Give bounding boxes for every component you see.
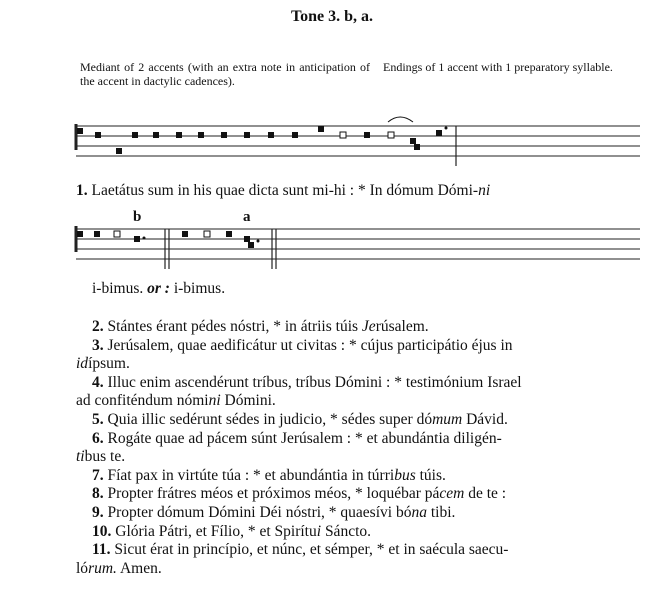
verse-text-part: de te : [464,485,507,503]
verse-text-part: Illuc enim ascendérunt tríbus, tríbus Dómini : * testimónium Israel [107,373,522,391]
ending-alternatives [92,280,225,298]
verse-6-continued [76,448,125,466]
verse-number: 5. [92,411,108,428]
chant-staff-1 [76,124,640,166]
verse-text-part: Fíat pax in virtúte túa : * et abundántia in túrri [107,466,395,484]
verse-italic-part: cem [439,485,465,503]
ending-label-b: b [133,209,142,225]
verse-text-part: Propter frátres méos et próximos méos, * loquébar pá [107,485,440,503]
verse-text-part: tibi. [426,504,456,521]
verse-text-part: Amen. [116,559,162,577]
verse-3-continued [76,355,130,373]
ending-a-text: i-bimus. [173,280,226,297]
verse-text: Laetátus sum in his quae dicta sunt mi-hi : * In dómum Dómi- [91,182,479,199]
verse-text-part: Stántes érant pédes nóstri, * in átriis túis [107,318,362,335]
verse-text-part: Rogáte quae ad pácem súnt Jerúsalem : * et abundántia diligén- [107,429,502,447]
verse-italic-part: ni [208,392,221,410]
verse-10 [92,523,371,541]
verse-5 [92,411,508,429]
verse-italic-part: id [76,355,89,373]
verse-italic-part: Je [361,318,376,335]
verse-text-part: rúsalem. [375,318,429,335]
verse-number: 10. [92,522,116,540]
verse-6 [92,430,502,448]
verse-text-part: Glória Pátri, et Fílio, * et Spirítu [115,522,317,540]
verse-11 [92,541,508,559]
verse-italic-part: na [411,504,427,521]
verse-9 [92,504,455,522]
verse-text-part: ad confiténdum nómi [76,392,209,410]
verse-7 [92,467,446,485]
or-connector: or : [147,280,170,297]
ending-b-text: i-bimus. [92,280,144,297]
verse-italic-part: bus [394,466,416,484]
verse-1 [76,182,490,200]
staff-1-notes [77,126,448,154]
verse-text-part: ípsum. [88,355,130,373]
verse-text-part: ló [76,559,89,577]
verse-number: 9. [92,504,108,521]
verse-4-continued [76,392,276,410]
verse-text-part: Quia illic sedérunt sédes in judicio, * sédes super dó [107,411,433,428]
verse-number: 4. [92,373,108,391]
verse-italic-part: i [316,522,322,540]
verse-text-italic: ni [478,182,491,199]
verse-text-part: bus te. [84,448,126,466]
verse-3 [92,337,513,355]
page-title: Tone 3. b, a. [290,8,374,25]
verse-number: 8. [92,485,108,503]
verse-text-part: Jerúsalem, quae aedificátur ut civitas : * cújus participátio éjus in [107,336,513,354]
verse-text-part: túis. [415,466,446,484]
mediant-caption: Mediant of 2 accents (with an extra note in anticipation of the accent in dactylic cadences). [80,60,370,88]
clef-mark-2 [77,231,83,237]
verse-11-continued [76,560,162,578]
verse-text-part: Propter dómum Dómini Déi nóstri, * quaesívi bó [107,504,412,521]
verse-2 [92,318,429,336]
clef-mark [77,128,83,134]
slur-mark [388,117,413,122]
verse-number: 1. [76,182,88,199]
verse-number: 3. [92,336,108,354]
verse-italic-part: rum. [88,559,117,577]
verse-italic-part: ti [76,448,85,466]
verse-text-part: Dávid. [462,411,508,428]
verse-4 [92,374,522,392]
verse-text-part: Sáncto. [321,522,371,540]
verse-number: 11. [92,541,115,559]
endings-caption: Endings of 1 accent with 1 preparatory syllable. [383,60,613,74]
verse-number: 6. [92,429,108,447]
verse-number: 7. [92,466,108,484]
verse-number: 2. [92,318,108,335]
verse-text-part: Dómini. [220,392,276,410]
verse-italic-part: mum [432,411,463,428]
verse-text-part: Sicut érat in princípio, et núnc, et sémper, * et in saécula saecu- [114,541,509,559]
chant-staff-2 [76,226,640,269]
ending-label-a: a [243,209,251,225]
verse-8 [92,485,506,503]
